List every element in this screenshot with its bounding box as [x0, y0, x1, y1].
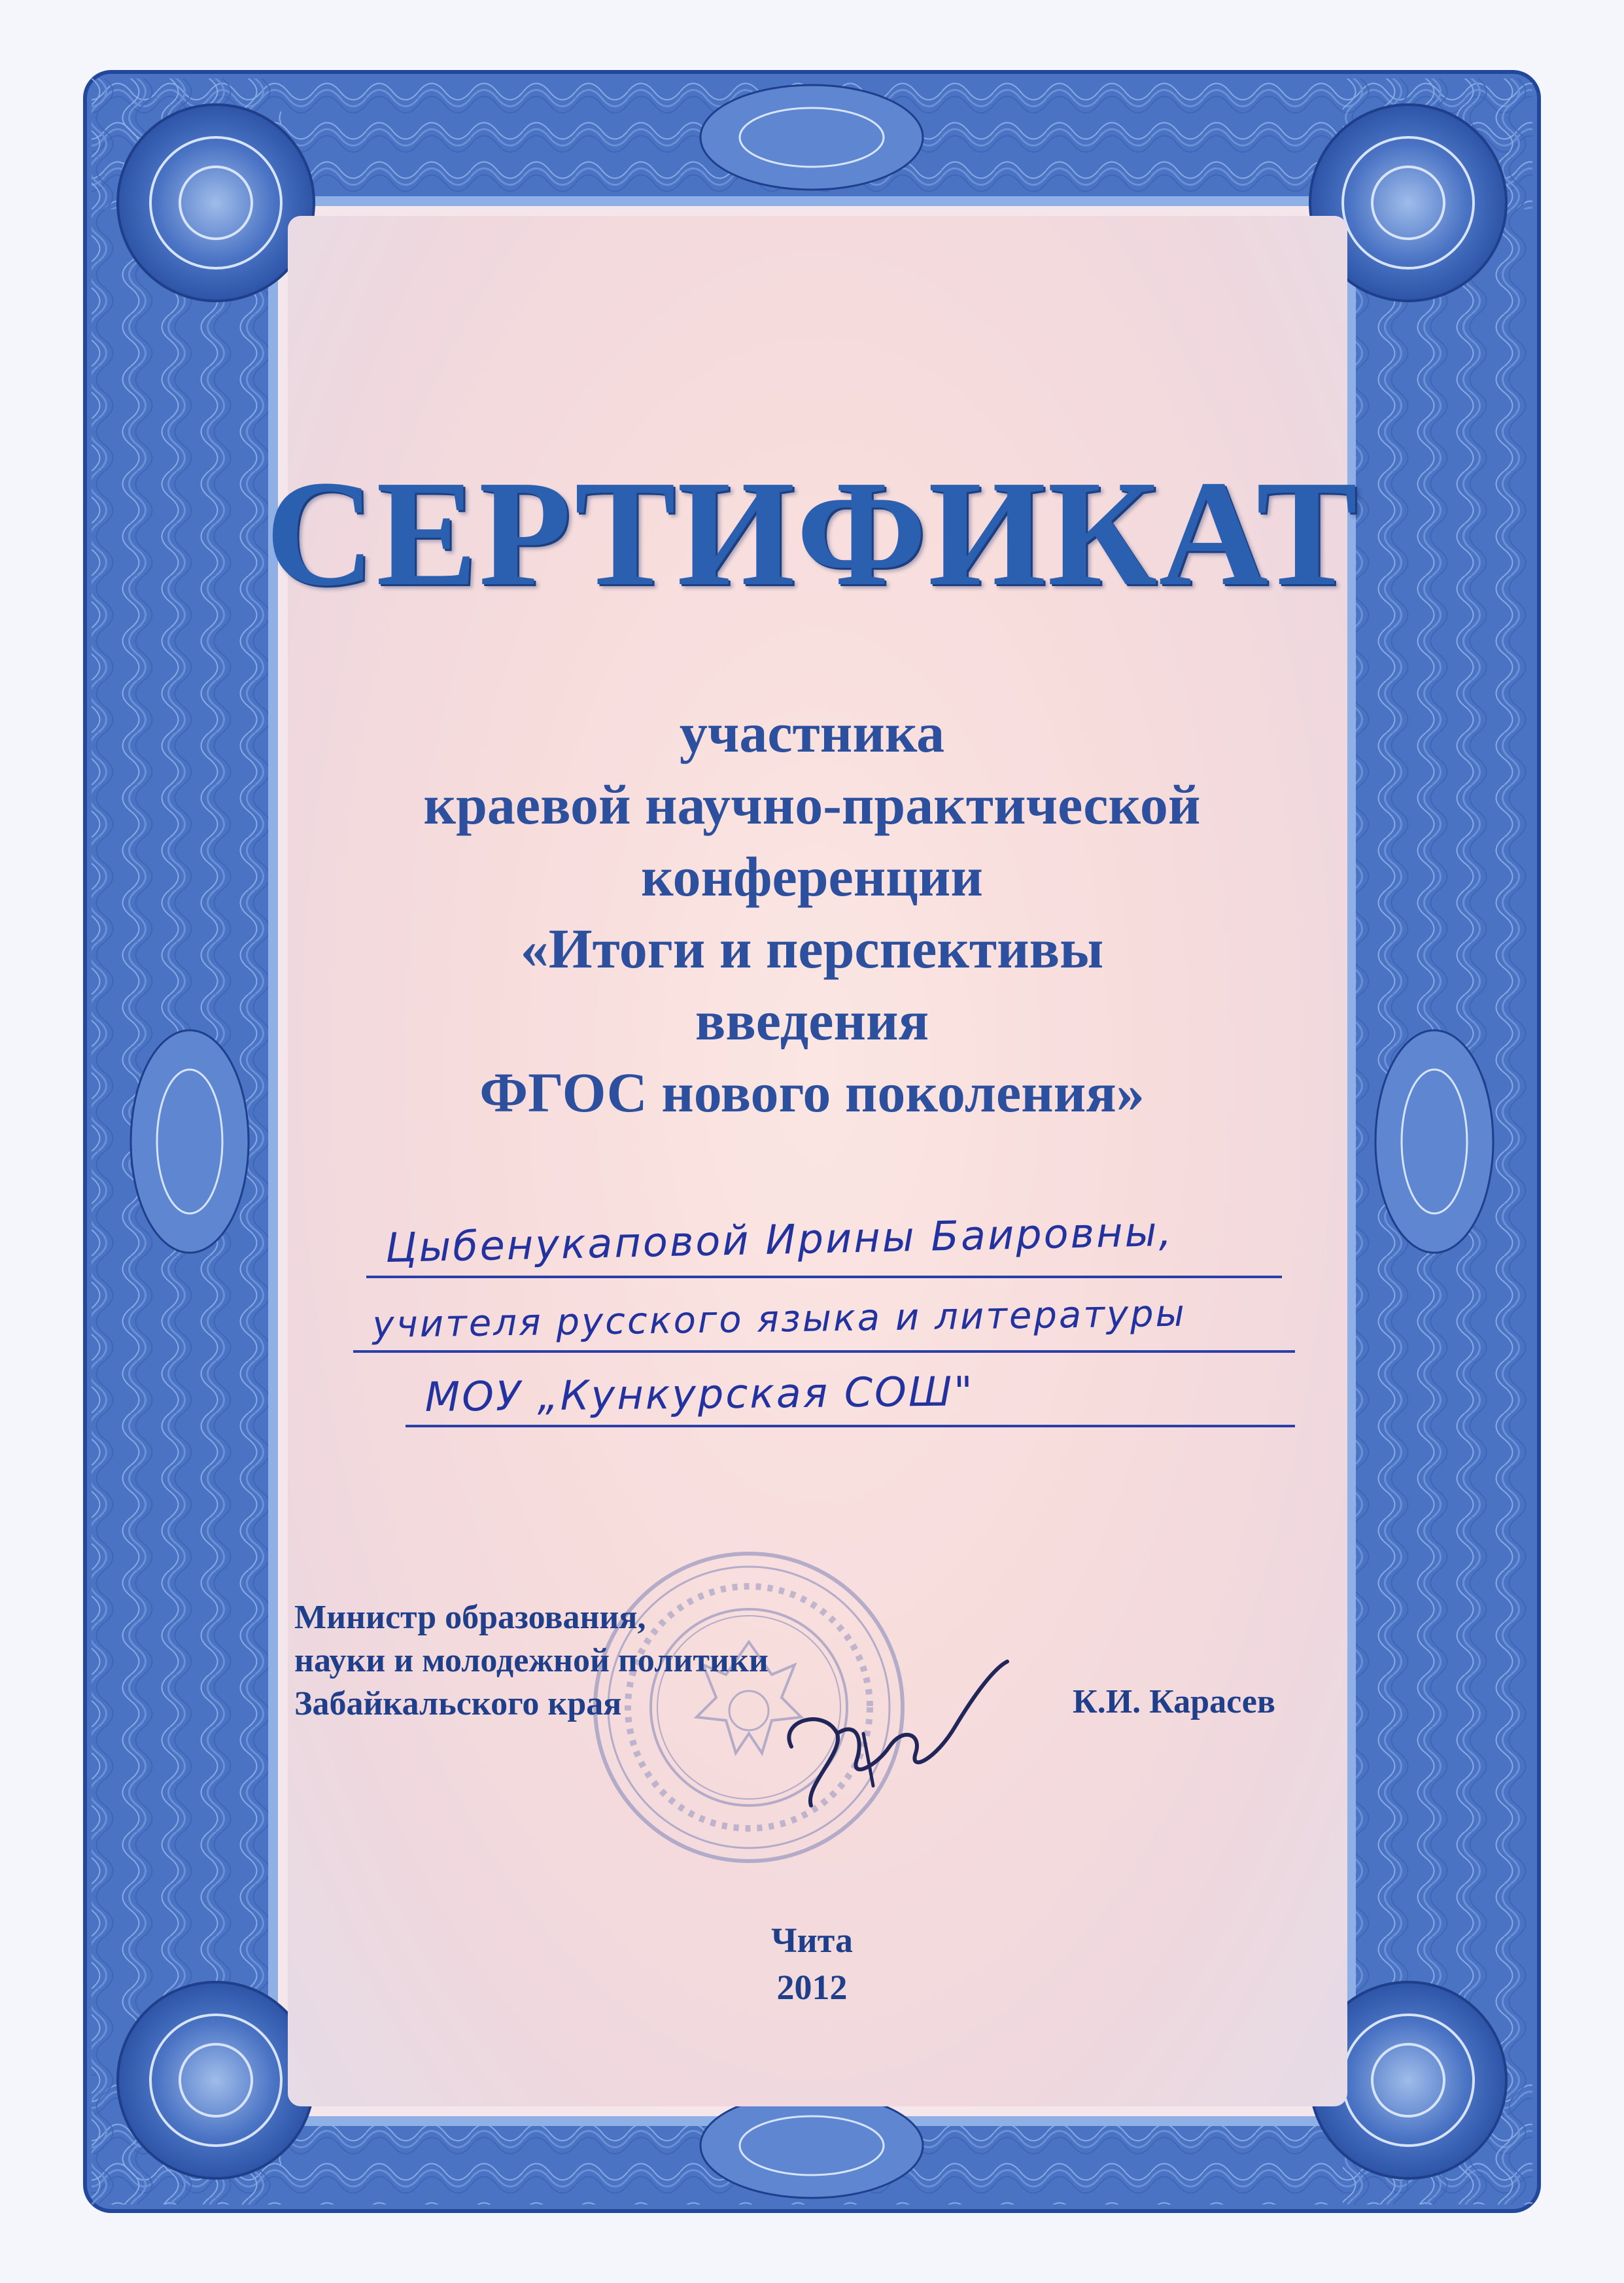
subtitle-line: конференции — [641, 845, 983, 908]
certificate-subtitle — [0, 697, 1624, 1128]
city: Чита — [771, 1921, 853, 1960]
subtitle-line: краевой научно-практической — [423, 773, 1201, 836]
handwritten-signature — [765, 1655, 1014, 1819]
place-and-date — [0, 1917, 1624, 2011]
minister-title-line: Забайкальского края — [294, 1685, 622, 1722]
subtitle-line: участника — [679, 701, 945, 764]
recipient-school: МОУ „Кункурская СОШ" — [424, 1367, 975, 1421]
minister-title-line: науки и молодежной политики — [294, 1642, 769, 1679]
minister-title-line: Министр образования, — [294, 1599, 646, 1636]
recipient-name: Цыбенукаповой Ирины Баировны, — [385, 1207, 1174, 1272]
recipient-line — [353, 1278, 1295, 1353]
recipient-line — [366, 1204, 1282, 1278]
minister-title — [294, 1596, 769, 1726]
recipient-block — [353, 1204, 1308, 1427]
year: 2012 — [776, 1968, 848, 2007]
recipient-line — [406, 1353, 1295, 1427]
certificate-title: СЕРТИФИКАТ — [265, 449, 1359, 618]
subtitle-line: «Итоги и перспективы — [520, 917, 1104, 980]
minister-name: К.И. Карасев — [1073, 1683, 1275, 1720]
subtitle-line: введения — [695, 989, 929, 1052]
recipient-position: учителя русского языка и литературы — [372, 1292, 1187, 1346]
subtitle-line: ФГОС нового поколения» — [479, 1061, 1145, 1124]
